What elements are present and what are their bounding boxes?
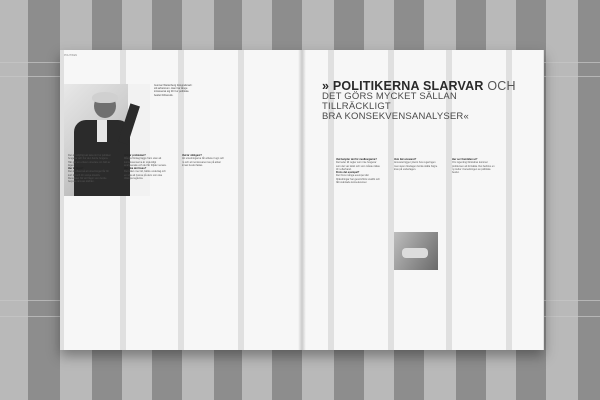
headline-bold: » POLITIKERNA SLARVAR [322, 79, 484, 93]
page-folio: POLITIKEN [64, 54, 78, 57]
body-column-2 [124, 154, 168, 180]
body-column-3 [182, 154, 226, 167]
hair [92, 92, 118, 103]
body-column-5 [394, 158, 438, 171]
body-text: Många förslag läggs fram utan att konsekvenserna är ordentligt analyserade och det får följder senare. [124, 157, 167, 167]
subheading: Vem bär ansvaret? [394, 158, 417, 161]
body-text: Att utredningarna får arbeta i lugn och ro och att remissvaren tas på allvar innan beslut fattas. [182, 157, 224, 167]
body-column-6 [452, 158, 496, 174]
subheading: Finns det exempel? [336, 171, 360, 175]
background-stripe [0, 0, 28, 400]
headline-line-2: DET GÖRS MYCKET SÄLLAN TILLRÄCKLIGT [322, 91, 457, 112]
subheading: Hur är läget? [68, 167, 84, 171]
subheading: Vad är problemet? [124, 154, 146, 157]
subheading: Hur ska det lösas? [124, 167, 147, 171]
headline-line-3: BRA KONSEKVENSANALYSER« [322, 111, 469, 122]
right-page [302, 50, 544, 350]
body-text: Ansvaret ligger ytterst hos regeringen men även riksdagen borde ställa högre krav på underlagen. [394, 161, 438, 171]
body-column-4 [336, 158, 380, 184]
intro-text: Det är vidlyftigt att tala om hur politiken fungerar och hur den borde fungera. Här ger en erfaren utredare sin bild av läget. [68, 154, 112, 167]
spine-gutter [298, 50, 306, 350]
hand [402, 248, 428, 258]
headline-tail: OCH [487, 79, 516, 93]
background-stripe [546, 0, 578, 400]
page-edge [543, 50, 544, 350]
subheading: Vad betyder det för medborgarna? [336, 158, 377, 161]
body-text: Det krävs mer tid, bättre underlag och en vilja att lyssna på dem som ska tillämpa reglerna. [124, 170, 166, 181]
column-band [238, 50, 244, 350]
body-text: Om ingenting förändras kommer problemen att fortsätta. Det behövs en ny kultur i beredningen av politiska beslut. [452, 161, 495, 175]
subheading: Vad är viktigast? [182, 154, 202, 157]
photo-caption: Gunnar Wetterberg fotograferad i sitt arbetsrum. Han har länge intresserat sig för hur politiska beslut förbereds. [154, 84, 193, 97]
body-text: Det leder till regler som inte fungerar som det var tänkt och som måste rättas till i efterhand. [336, 161, 380, 171]
body-column-1 [68, 154, 112, 184]
shirt [97, 120, 107, 142]
subheading: Hur ser framtiden ut? [452, 158, 478, 161]
left-page [60, 50, 302, 350]
magazine-spread [60, 50, 544, 350]
body-text: Det finns många exempel där förändringar har genomförts snabbt och fått oväntade konsekvenser. [336, 174, 380, 185]
headline [322, 80, 522, 122]
inset-photo [394, 232, 438, 270]
body-text: Det är oftast så att utredningar får för kort tid och för snäva direktiv. Resultatet blir att frågor som borde belysas lämnas därhän. [68, 170, 109, 184]
